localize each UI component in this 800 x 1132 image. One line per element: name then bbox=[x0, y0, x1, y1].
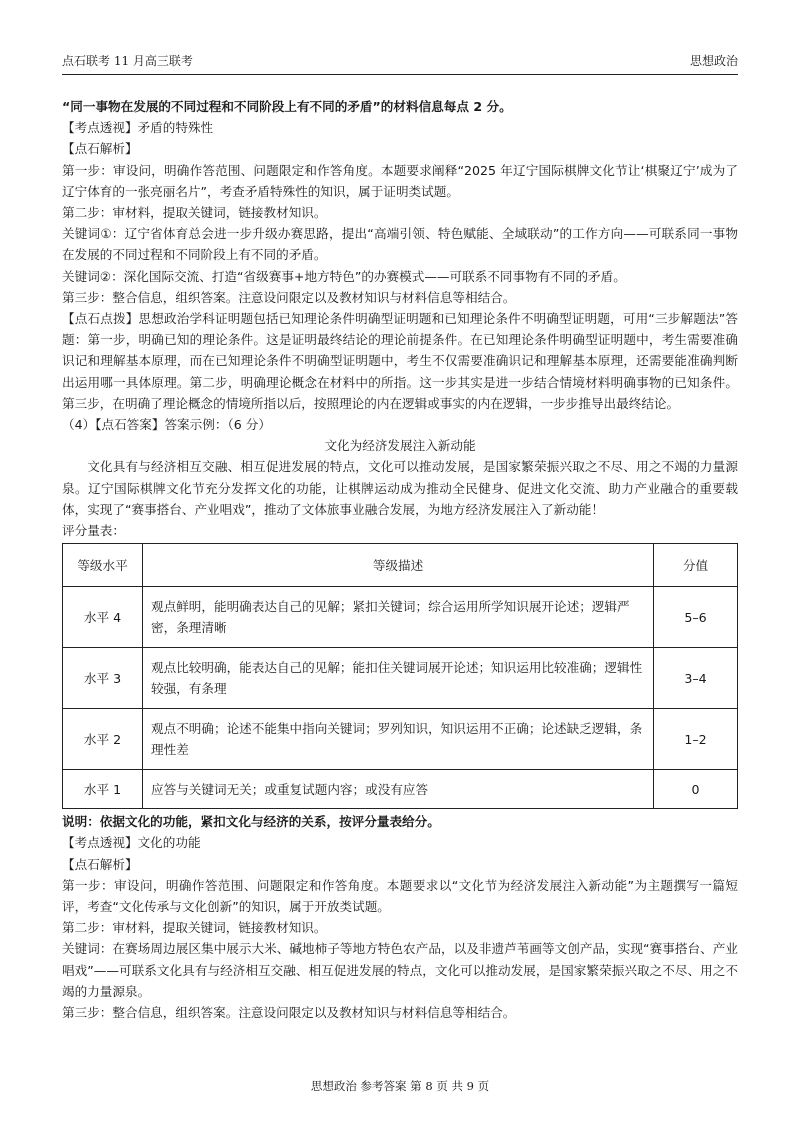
step-2-paragraph-2: 第二步：审材料，提取关键词，链接教材知识。 bbox=[62, 920, 327, 936]
rubric-row-level-2 bbox=[63, 709, 738, 770]
header-exam-title: 点石联考 11 月高三联考 bbox=[62, 54, 193, 68]
dianshi-dianbo-paragraph: 【点石点拨】思想政治学科证明题包括已知理论条件明确型证明题和已知理论条件不明确型证明题，可用“三步解题法”答题：第一步，明确已知的理论条件。这是证明最终结论的理论前提条件。在已知理论条件明确型证明题中，考生需要准确识记和理解基本原理，而在已知理论条件不明确型证明题中，考生不仅需要准确识记和理解基本原理，还需要能准确判断出运用哪一具体原理。第二步，明确理论概念在材料中的所指。这一步其实是进一步结合情境材料明确事物的已知条件。第三步，在明确了理论概念的情境所指以后，按照理论的内在逻辑或事实的内在逻辑，一步步推导出最终结论。 bbox=[62, 311, 738, 411]
keyword-2-paragraph: 关键词②：深化国际交流、打造“省级赛事+地方特色”的办赛模式——可联系不同事物有不同的矛盾。 bbox=[62, 268, 626, 284]
keyword-1-paragraph: 关键词①：辽宁省体育总会进一步升级办赛思路，提出“高端引领、特色赋能、全域联动”的工作方向——可联系同一事物在发展的不同过程和不同阶段上有不同的矛盾。 bbox=[62, 226, 738, 263]
step-3-paragraph-2: 第三步：整合信息，组织答案。注意设问限定以及教材知识与材料信息等相结合。 bbox=[62, 1005, 516, 1021]
rubric-header-row bbox=[63, 544, 738, 587]
step-2-paragraph: 第二步：审材料，提取关键词，链接教材知识。 bbox=[62, 205, 327, 221]
rubric-table bbox=[62, 543, 738, 809]
header-level: 等级水平 bbox=[63, 544, 143, 587]
row-level: 水平 1 bbox=[63, 770, 143, 809]
dianshi-jiexi-heading-1: 【点石解析】 bbox=[62, 141, 138, 157]
rubric-row-level-4 bbox=[63, 587, 738, 648]
page-content bbox=[62, 96, 738, 1023]
row-description: 观点比较明确，能表达自己的见解；能扣住关键词展开论述；知识运用比较准确；逻辑性较强，有条理 bbox=[143, 648, 654, 709]
step-1-paragraph-2: 第一步：审设问，明确作答范围、问题限定和作答角度。本题要求以“文化节为经济发展注入新动能”为主题撰写一篇短评，考查“文化传承与文化创新”的知识，属于开放类试题。 bbox=[62, 877, 738, 915]
kaodian-toushi-1: 【考点透视】矛盾的特殊性 bbox=[62, 120, 214, 136]
page-header bbox=[62, 48, 738, 75]
page-footer: 思想政治 参考答案 第 8 页 共 9 页 bbox=[310, 1079, 490, 1093]
step-1-paragraph: 第一步：审设问，明确作答范围、问题限定和作答角度。本题要求阐释“2025 年辽宁国际棋牌文化节让‘棋聚辽宁’成为了辽宁体育的一张亮丽名片”，考查矛盾特殊性的知识，属于证明类试题。 bbox=[62, 162, 738, 199]
row-description: 观点鲜明，能明确表达自己的见解；紧扣关键词；综合运用所学知识展开论述；逻辑严密，条理清晰 bbox=[143, 587, 654, 648]
rubric-row-level-3 bbox=[63, 648, 738, 709]
row-score: 3–4 bbox=[654, 648, 738, 709]
essay-body: 文化具有与经济相互交融、相互促进发展的特点，文化可以推动发展，是国家繁荣振兴取之不尽、用之不竭的力量源泉。辽宁国际棋牌文化节充分发挥文化的功能，让棋牌运动成为推动全民健身、促进文化交流、助力产业融合的重要载体，实现了“赛事搭台、产业唱戏”，推动了文体旅事业融合发展，为地方经济发展注入了新动能！ bbox=[62, 459, 738, 517]
row-description: 观点不明确；论述不能集中指向关键词；罗列知识，知识运用不正确；论述缺乏逻辑，条理性差 bbox=[143, 709, 654, 770]
rubric-row-level-1 bbox=[63, 770, 738, 809]
header-subject: 思想政治 bbox=[689, 54, 738, 68]
row-level: 水平 2 bbox=[63, 709, 143, 770]
row-level: 水平 3 bbox=[63, 648, 143, 709]
row-level: 水平 4 bbox=[63, 587, 143, 648]
rubric-label: 评分量表： bbox=[62, 523, 125, 539]
answer-4-heading: （4）【点石答案】答案示例：（6 分） bbox=[62, 417, 271, 433]
row-score: 0 bbox=[654, 770, 738, 809]
kaodian-toushi-2: 【考点透视】文化的功能 bbox=[62, 835, 201, 851]
essay-title: 文化为经济发展注入新动能 bbox=[324, 438, 476, 454]
keyword-paragraph-2: 关键词：在赛场周边展区集中展示大米、碱地柿子等地方特色农产品，以及非遗芦苇画等文创产品，实现“赛事搭台、产业唱戏”——可联系文化具有与经济相互交融、相互促进发展的特点，文化可以推动发展，是国家繁荣振兴取之不尽、用之不竭的力量源泉。 bbox=[62, 941, 738, 999]
row-description: 应答与关键词无关；或重复试题内容；或没有应答 bbox=[143, 770, 654, 809]
rubric-note: 说明：依据文化的功能，紧扣文化与经济的关系，按评分量表给分。 bbox=[62, 814, 440, 830]
dianshi-jiexi-heading-2: 【点石解析】 bbox=[62, 856, 138, 872]
scoring-note-line: “同一事物在发展的不同过程和不同阶段上有不同的矛盾”的材料信息每点 2 分。 bbox=[62, 99, 512, 114]
step-3-paragraph: 第三步：整合信息，组织答案。注意设问限定以及教材知识与材料信息等相结合。 bbox=[62, 289, 516, 305]
row-score: 5–6 bbox=[654, 587, 738, 648]
row-score: 1–2 bbox=[654, 709, 738, 770]
header-score: 分值 bbox=[654, 544, 738, 587]
header-description: 等级描述 bbox=[143, 544, 654, 587]
